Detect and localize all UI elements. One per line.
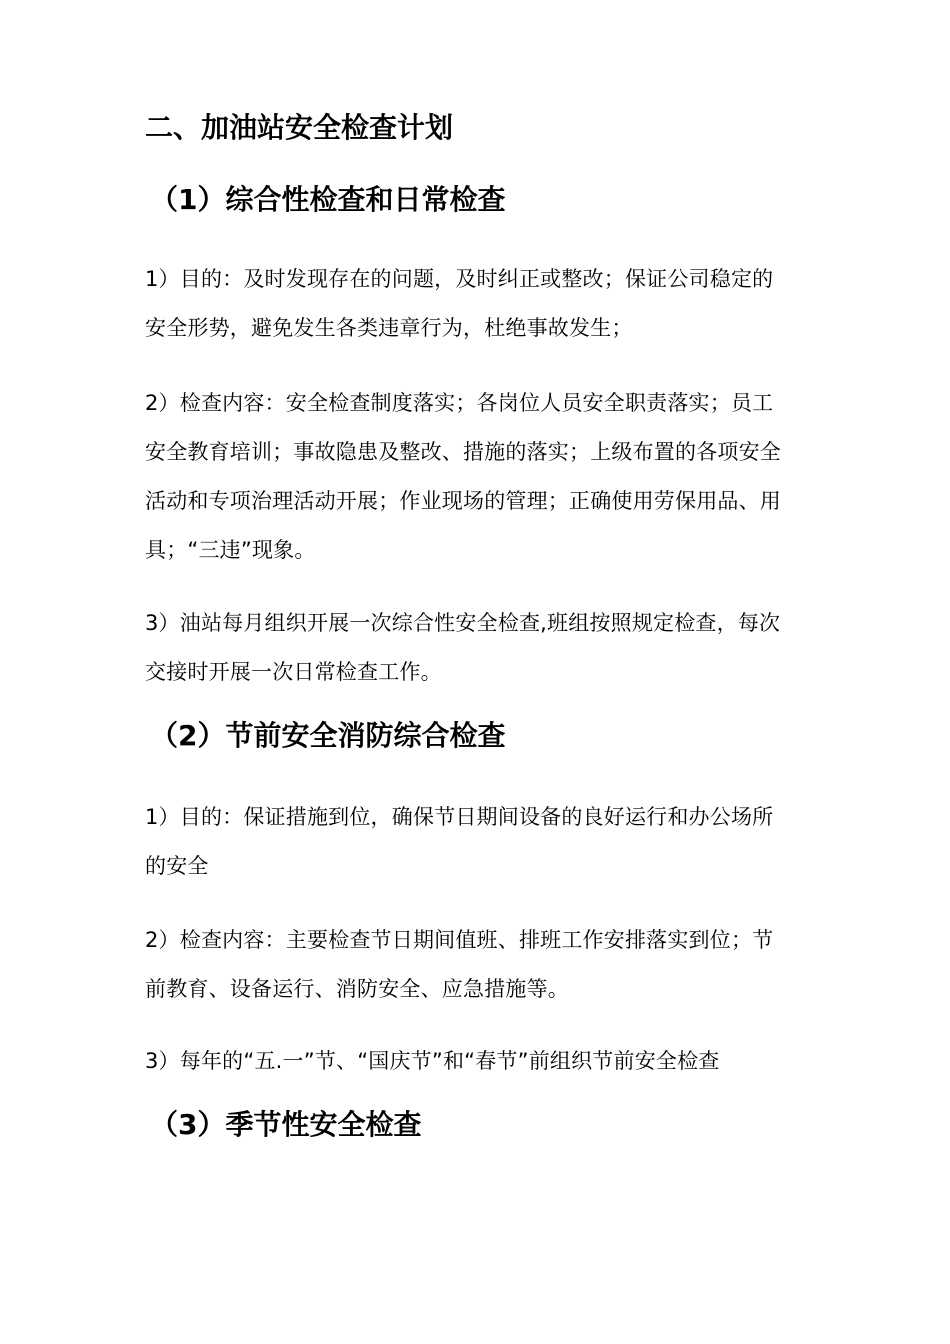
paragraph-line: 1）目的：及时发现存在的问题，及时纠正或整改；保证公司稳定的 <box>145 267 774 291</box>
paragraph-line: 3）每年的“五.一”节、“国庆节”和“春节”前组织节前安全检查 <box>145 1049 720 1073</box>
paragraph-line: 3）油站每月组织开展一次综合性安全检查,班组按照规定检查，每次 <box>145 611 781 635</box>
section-2-heading: （2）节前安全消防综合检查 <box>150 719 506 752</box>
section-2-paragraph-2 <box>145 916 810 1014</box>
paragraph-line: 1）目的：保证措施到位，确保节日期间设备的良好运行和办公场所 <box>145 805 774 829</box>
section-1-paragraph-2 <box>145 379 810 575</box>
document-title: 二、加油站安全检查计划 <box>145 111 454 144</box>
paragraph-line: 安全形势，避免发生各类违章行为，杜绝事故发生； <box>145 316 633 340</box>
paragraph-line: 安全教育培训；事故隐患及整改、措施的落实；上级布置的各项安全 <box>145 440 781 464</box>
section-3-heading: （3）季节性安全检查 <box>150 1108 422 1141</box>
section-2-paragraph-3 <box>145 1037 810 1086</box>
paragraph-line: 2）检查内容：安全检查制度落实；各岗位人员安全职责落实；员工 <box>145 391 774 415</box>
paragraph-line: 的安全 <box>145 854 209 878</box>
section-1-paragraph-1 <box>145 255 810 353</box>
section-1-heading: （1）综合性检查和日常检查 <box>150 183 506 216</box>
paragraph-line: 2）检查内容：主要检查节日期间值班、排班工作安排落实到位；节 <box>145 928 774 952</box>
paragraph-line: 具；“三违”现象。 <box>145 538 316 562</box>
paragraph-line: 前教育、设备运行、消防安全、应急措施等。 <box>145 977 569 1001</box>
section-2-paragraph-1 <box>145 793 810 891</box>
paragraph-line: 交接时开展一次日常检查工作。 <box>145 660 442 684</box>
paragraph-line: 活动和专项治理活动开展；作业现场的管理；正确使用劳保用品、用 <box>145 489 781 513</box>
section-1-paragraph-3 <box>145 599 810 697</box>
